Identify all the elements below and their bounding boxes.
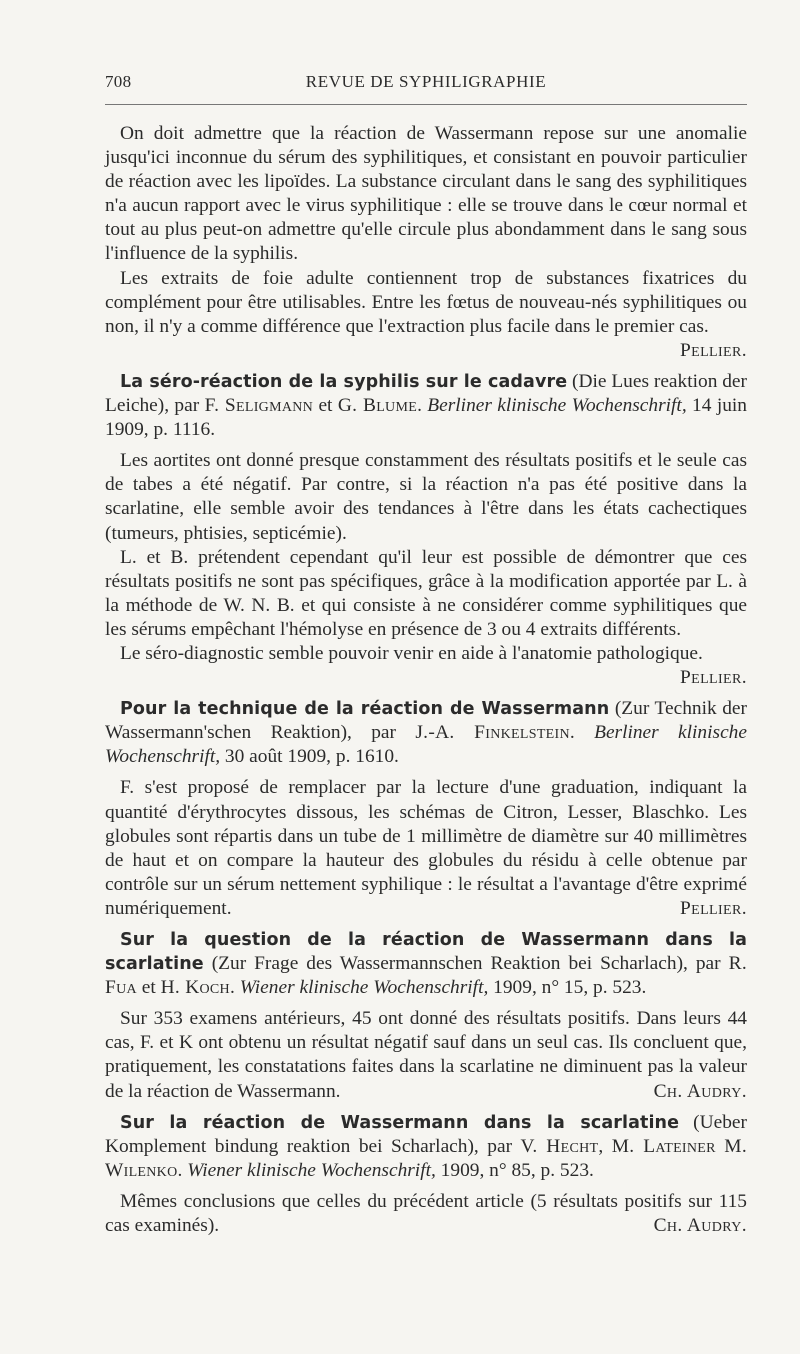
article-3-date: 1909, n° 15, p. 523. <box>488 977 647 999</box>
intro-paragraph-2-text: Les extraits de foie adulte contiennent trop de substances fixatrices du complément pour être utilisables. Entre les fœtus de nouveau-nés syphilitiques ou non, il n'y a comme différence que l'extraction plus facile dans le premier cas. <box>105 267 747 337</box>
article-1-paragraph-2: L. et B. prétendent cependant qu'il leur est possible de démontrer que ces résultats positifs ne sont pas spécifiques, grâce à la modification apportée par L. à la méthode de W. N. B. et qui consiste à ne considérer comme syphilitiques que les sérums empêchant l'hémolyse en présence de 3 ou 4 extraits différents. <box>105 546 747 640</box>
article-2-sep: . <box>569 722 595 744</box>
page-number: 708 <box>105 72 132 91</box>
article-1-heading <box>105 370 747 442</box>
article-2-signature: Pellier. <box>679 897 747 919</box>
article-3-author-2: H. Koch <box>160 977 230 999</box>
article-3-and: et <box>136 977 161 999</box>
article-3-paragraph-1-text: Sur 353 examens antérieurs, 45 ont donné des résultats positifs. Dans leurs 44 cas, F. et K ont obtenu un résultat négatif sauf dans un seul cas. Ils concluent que, pratiquement, les constatations faites dans la scarlatine ne diminuent pas la valeur de la réaction de Wassermann. <box>105 1008 747 1102</box>
article-3-sep: . <box>229 977 240 999</box>
article-2-journal: Berliner klinische Wochenschrift, <box>105 722 747 768</box>
article-3-signature: Ch. Audry. <box>653 1080 747 1102</box>
article-3-author-1: R. Fua <box>105 953 747 999</box>
article-1-paragraph-1: Les aortites ont donné presque constamment des résultats positifs et le seule cas de tabes a été négatif. Par contre, si la réaction n'a pas été positive dans la scarlatine, elle semble avoir des tendances à l'être dans les états cachectiques (tumeurs, phtisies, septicémie). <box>105 450 747 544</box>
article-3-journal: Wiener klinische Wochenschrift, <box>239 977 489 999</box>
article-4-author-3: M. Wilenko <box>105 1135 747 1181</box>
article-2-heading <box>105 697 747 769</box>
article-4-subtitle: (Ueber Komplement bindung reaktion bei Scharlach), par <box>105 1111 747 1157</box>
article-1-and: et <box>313 395 338 417</box>
article-1-title: La séro-réaction de la syphilis sur le cadavre <box>120 371 568 392</box>
article-3-paragraph-1 <box>105 1007 747 1103</box>
intro-signature: Pellier. <box>679 339 747 361</box>
article-2-subtitle: (Zur Technik der Wassermann'schen Reaktion), par <box>105 698 747 744</box>
article-2-paragraph-1 <box>105 776 747 921</box>
article-1-journal: Berliner klinische Wochenschrift, <box>427 395 687 417</box>
article-3-subtitle: (Zur Frage des Wassermannschen Reaktion bei Scharlach), par <box>203 953 729 975</box>
article-2-date: 30 août 1909, p. 1610. <box>220 746 399 768</box>
article-4-heading <box>105 1111 747 1183</box>
article-4-author-2: M. Lateiner <box>611 1135 716 1157</box>
article-1-subtitle: (Die Lues reaktion der Leiche), par <box>105 370 747 417</box>
intro-paragraph-2 <box>105 267 747 363</box>
article-1-paragraph-3-text: Le séro-diagnostic semble pouvoir venir en aide à l'anatomie pathologique. <box>120 642 703 664</box>
article-3-heading <box>105 928 747 1000</box>
article-2-author: J.-A. Finkelstein <box>415 722 570 744</box>
body-text <box>105 122 747 1238</box>
article-4-date: 1909, n° 85, p. 523. <box>435 1159 594 1181</box>
article-3-title: Sur la question de la réaction de Wassermann dans la scarlatine <box>105 930 747 975</box>
article-4-title: Sur la réaction de Wassermann dans la scarlatine <box>120 1112 680 1133</box>
article-1-sep: . <box>417 395 428 417</box>
article-1-paragraph-3 <box>105 642 747 690</box>
article-2-paragraph-1-text: F. s'est proposé de remplacer par la lecture d'une graduation, indiquant la quantité d'érythrocytes dissous, les schémas de Citron, Lesser, Blaschko. Les globules sont répartis dans un tube de 1 millimètre de diamètre sur 40 millimètres de haut et on compare la hauteur des globules du résidu à celle obtenue par contrôle sur un sérum nettement syphilique : le résultat a l'avantage d'être exprimé numériquement. <box>105 777 747 919</box>
article-4-author-1: V. Hecht <box>520 1135 599 1157</box>
article-4-signature: Ch. Audry. <box>653 1215 747 1237</box>
article-2-title: Pour la technique de la réaction de Wassermann <box>120 699 610 720</box>
article-4-sep-1: , <box>598 1135 612 1157</box>
article-4-sep: . <box>177 1159 188 1181</box>
article-1-signature: Pellier. <box>679 667 747 689</box>
article-1-author-2: G. Blume <box>337 395 418 417</box>
running-title: REVUE DE SYPHILIGRAPHIE <box>305 72 547 91</box>
article-4-paragraph-1 <box>105 1190 747 1238</box>
header-rule <box>105 104 747 105</box>
article-4-journal: Wiener klinische Wochenschrift, <box>187 1159 436 1181</box>
article-1-author-1: F. Seligmann <box>204 395 314 417</box>
article-4-paragraph-1-text: Mêmes conclusions que celles du précédent article (5 résultats positifs sur 115 cas examinés). <box>105 1190 747 1237</box>
intro-paragraph-1: On doit admettre que la réaction de Wassermann repose sur une anomalie jusqu'ici inconnue du sérum des syphilitiques, et consistant en pouvoir particulier de réaction avec les lipoïdes. La substance circulant dans le sang des syphilitiques n'a aucun rapport avec le virus syphilitique : elle se trouve dans le cœur normal et tout au plus peut-on admettre qu'elle circule plus abondamment dans le sang sous l'influence de la syphilis. <box>105 123 747 265</box>
article-1-date: 14 juin 1909, p. 1116. <box>105 395 747 441</box>
